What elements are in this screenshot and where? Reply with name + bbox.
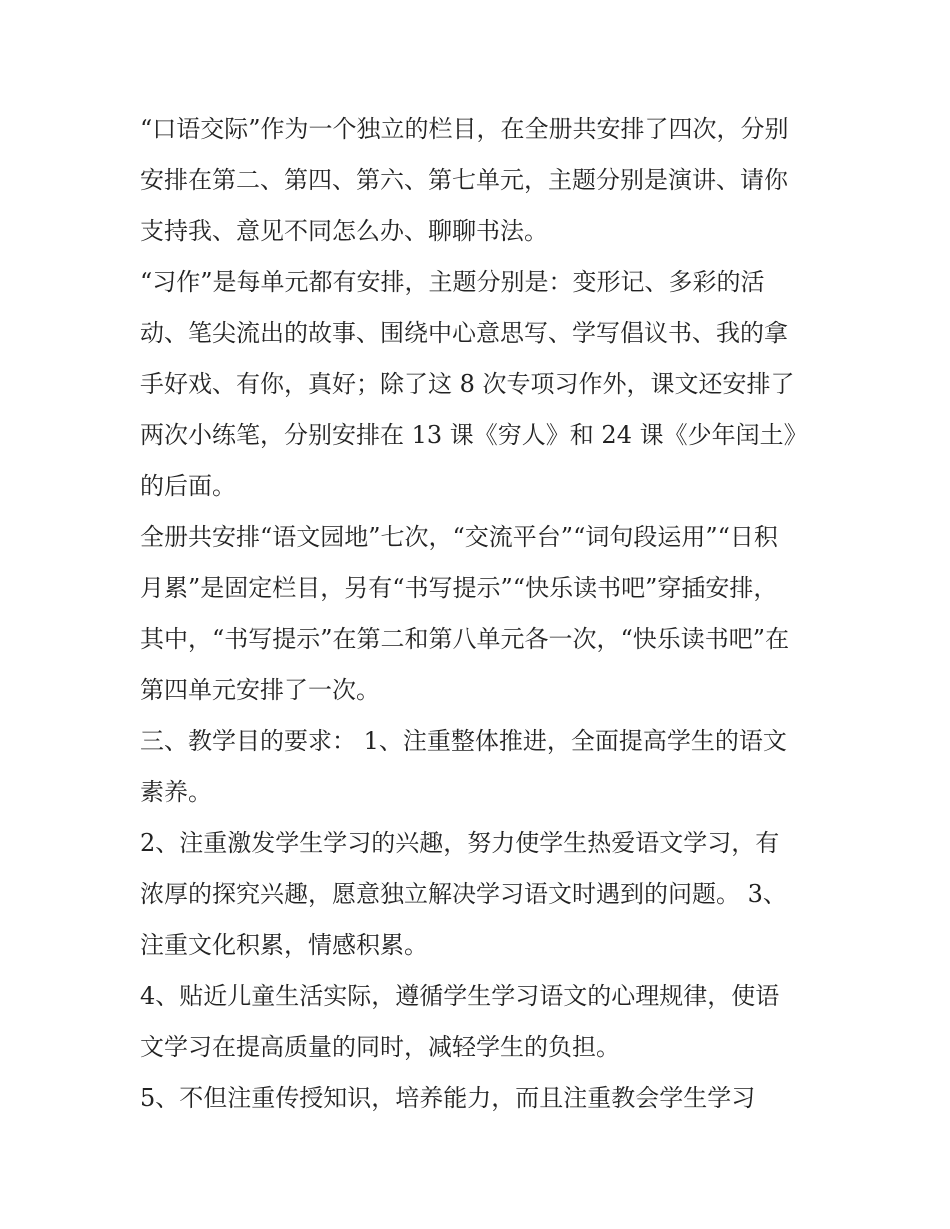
text-line: 2、注重激发学生学习的兴趣，努力使学生热爱语文学习，有 <box>140 829 780 857</box>
text-line: 文学习在提高质量的同时，减轻学生的负担。 <box>140 1033 620 1061</box>
document-body <box>140 104 830 1124</box>
text-line: 其中，“书写提示”在第二和第八单元各一次，“快乐读书吧”在 <box>140 625 790 653</box>
text-line: 浓厚的探究兴趣，愿意独立解决学习语文时遇到的问题。 3、 <box>140 880 787 908</box>
text-line: “习作”是每单元都有安排，主题分别是：变形记、多彩的活 <box>140 268 765 296</box>
text-line: 全册共安排“语文园地”七次，“交流平台”“词句段运用”“日积 <box>140 523 778 551</box>
text-line: 第四单元安排了一次。 <box>140 676 380 704</box>
text-line: 月累”是固定栏目，另有“书写提示”“快乐读书吧”穿插安排， <box>140 574 778 602</box>
text-line: 手好戏、有你，真好；除了这 8 次专项习作外，课文还安排了 <box>140 370 795 398</box>
text-line: 素养。 <box>140 778 212 806</box>
text-line: “口语交际”作为一个独立的栏目，在全册共安排了四次，分别 <box>140 115 789 143</box>
text-line: 动、笔尖流出的故事、围绕中心意思写、学写倡议书、我的拿 <box>140 319 788 347</box>
text-line: 支持我、意见不同怎么办、聊聊书法。 <box>140 217 548 245</box>
text-line: 5、不但注重传授知识，培养能力，而且注重教会学生学习 <box>140 1084 756 1112</box>
text-line: 注重文化积累，情感积累。 <box>140 931 428 959</box>
text-line: 三、教学目的要求： 1、注重整体推进，全面提高学生的语文 <box>140 727 787 755</box>
text-line: 安排在第二、第四、第六、第七单元，主题分别是演讲、请你 <box>140 166 788 194</box>
text-line: 两次小练笔，分别安排在 13 课《穷人》和 24 课《少年闰土》 <box>140 421 808 449</box>
text-line: 的后面。 <box>140 472 236 500</box>
text-line: 4、贴近儿童生活实际，遵循学生学习语文的心理规律，使语 <box>140 982 780 1010</box>
